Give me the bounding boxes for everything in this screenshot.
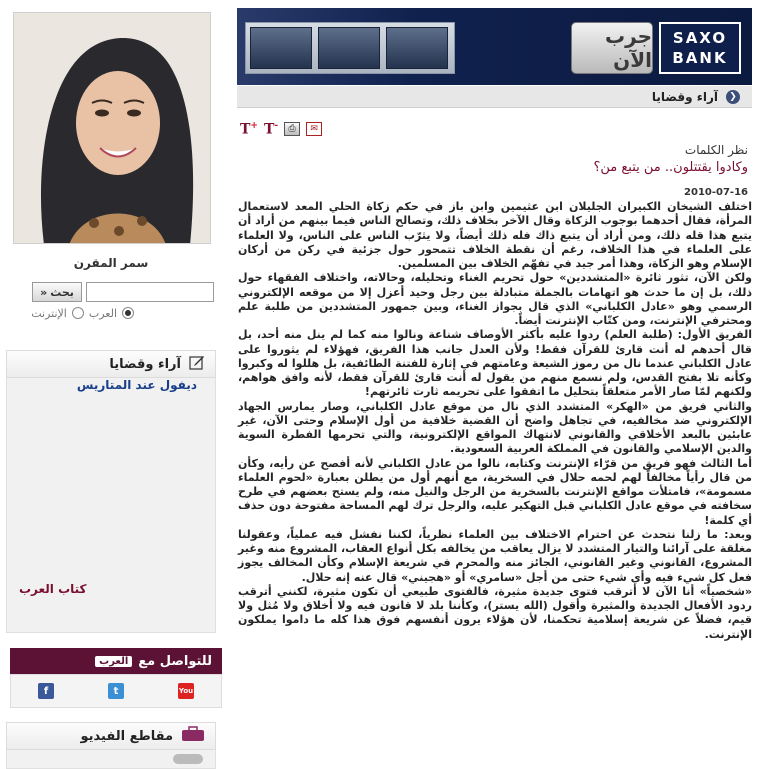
screen-1-image — [250, 27, 312, 69]
article-date: 2010-07-16 — [684, 187, 748, 198]
section-title[interactable]: آراء وقضايا — [651, 89, 718, 104]
search-bar — [6, 282, 214, 302]
font-increase-label: T — [240, 121, 251, 138]
print-icon[interactable]: ⎙ — [284, 122, 300, 136]
logo-line-2: BANK — [672, 49, 728, 67]
video-box-title: مقاطع الفيديو — [80, 728, 173, 744]
search-button[interactable] — [32, 282, 82, 302]
author-photo — [13, 12, 211, 244]
article-paragraph: «شخصياً» أنا الآن لا أترقب فتوى جديدة مثيرة، فالفتوى طبيعي أن تكون مثيرة، لكنني أترقب ردود الأفعال الجديدة والمثيرة وأقول (الله يستر)، وكأننا بلد لا قانون فيه ولا أخلاق ولا مُثل ولا قيم، فضلاً عن شريعة إسلامية تحكمنا، لأن هؤلاء يرون أنفسهم فوق هذا كله ما داموا يملكون الإنترنت. — [238, 584, 752, 641]
logo-line-1: SAXO — [672, 29, 728, 47]
article-paragraph: ولكن الآن، تثور ثائرة «المتشددين» حول تحريم الغناء وتحليله، وحالاته، واختلاف الفقهاء حول ذلك، بل إن ما حدث هو اتهامات بالجملة متبادلة بين رجل وحيد أعزل إلا من موقعه الإلكتروني الرسمي وهو «عادل الكلباني» الذي قال بجواز الغناء، وبين جمهور المتشددين من طلبة علم ومحترفي الإنترنت، ومن كتّاب الإنترنت أيضاً. — [238, 271, 752, 327]
brand-logo: العرب — [95, 656, 132, 667]
screen-2-image — [318, 27, 380, 69]
opinions-box-title: آراء وقضايا — [109, 356, 181, 372]
search-scope — [6, 305, 134, 321]
font-decrease-label: T — [263, 121, 275, 138]
font-decrease-button[interactable] — [264, 121, 278, 138]
facebook-icon[interactable]: f — [38, 683, 54, 699]
double-chevron-icon: « — [40, 285, 48, 299]
opinions-box-header — [6, 350, 216, 378]
minus-label: - — [274, 120, 279, 131]
plus-label: + — [250, 120, 258, 131]
article-paragraph: والثاني فريق من «الهكر» المتشدد الذي نال من موقع عادل الكلباني، وصار يمارس الجهاد الإلكتروني ضد مخالفيه، في تجاهل واضح أن القضية خلافية من أول الإسلام وحتى الآن، غير عابئين بالبعد الأخلاقي والقانوني لانتهاك المواقع الإلكترونية، والتي تحرمها الفطرة السوية والدين الإسلامي والقانون في المملكة العربية السعودية. — [238, 399, 752, 456]
video-thumb-icon[interactable] — [173, 754, 203, 764]
saxo-bank-logo — [659, 22, 741, 74]
radio-internet[interactable] — [72, 307, 84, 319]
banner-screens-image — [245, 22, 455, 74]
search-input[interactable] — [86, 282, 214, 302]
article-toolbar — [240, 120, 322, 138]
twitter-icon[interactable]: t — [108, 683, 124, 699]
video-box-body — [6, 750, 216, 769]
social-links — [10, 674, 222, 708]
connect-box-header — [10, 648, 222, 674]
email-icon[interactable]: ✉ — [306, 122, 322, 136]
banner-cta-button[interactable]: جرب الآن — [571, 22, 653, 74]
article-headline: وكادوا يقتتلون.. من يتبع من؟ — [593, 160, 748, 175]
font-increase-button[interactable] — [240, 121, 258, 138]
radio-arab-label: العرب — [88, 306, 117, 320]
author-name: سمر المقرن — [73, 256, 149, 270]
article-paragraph: وبعد: ما زلنا نتحدث عن احترام الاختلاف بين العلماء نظرياً، لكننا نفشل فيه عملياً، وعقولنا مغلقة على آرائنا والتيار المتشدد لا يزال يعاقب من يخالفه بكل أنواع العقاب، المشروع منه وغير المشروع، القانوني وغير القانوني، الجائز منه والمحرم في شريعة الإسلام وكأن المخالف يجوز فعل كل شيء فيه وأي شيء حتى من أجل «سامري» أو «هجيني» قال عنه إنه حلال. — [238, 527, 752, 584]
youtube-icon[interactable]: You — [178, 683, 194, 699]
article-paragraph: أما الثالث فهو فريق من قرّاء الإنترنت وكتابه، نالوا من عادل الكلباني لأنه أفصح عن رأيه، وكأن من قال رأياً مخالفاً لهم لحمه حلال في السخرية، مع أنهم أول من يطلن بعبارة «لحوم العلماء مسمومة»، فامتلأت مواقع الإنترنت بالسخرية من الرجل والنيل منه، ولم يستح بعضهم في طرح سخافته في موقع عادل الكلباني قبل التهكير عليه، والرجل ترك لهم المساحة مفتوحة دون حذف أي كلمة! — [238, 456, 752, 527]
ad-banner[interactable] — [237, 8, 752, 85]
arab-writers-link[interactable]: كتاب العرب — [19, 582, 87, 596]
screen-3-image — [386, 27, 448, 69]
opinions-box-body — [6, 378, 216, 633]
briefcase-icon — [181, 726, 205, 746]
article-body — [238, 200, 752, 642]
opinion-link[interactable]: ديفول عند المتاريس — [76, 378, 197, 392]
author-portrait-image — [14, 13, 211, 244]
sidebar — [0, 0, 222, 769]
pencil-icon — [189, 354, 205, 374]
article-paragraph: اختلف الشيخان الكبيران الجليلان ابن عثيمين وابن باز في حكم زكاة الحلي المعد لاستعمال المرأة، فقال أحدهما بوجوب الزكاة وقال الآخر بخلاف ذلك، وتصالح الناس فيما بينهم من أراد أن يتبع هذا قله ذلك، ومن أراد أن يتبع ذاك فله ذلك أيضاً، ولا يثرّب الناس على الناس، ولا العلماء على العلماء في هذا الخلاف، رغم أن نقطة الخلاف تتمحور حول جزئية في ركن من أركان الإسلام وهو الزكاة، وهذا أمر جيد في تفهّم الخلاف بين المسلمين. — [238, 200, 752, 270]
search-button-label: بحث — [50, 285, 74, 299]
article-paragraph: الفريق الأول: (طلبة العلم) ردوا عليه بأكثر الأوصاف شناعة ونالوا منه كما لم ينل منه أحد، بل قال أحدهم له أنت قارئ للقرآن فقط! ولأن العدل جانب هذا الفريق، فهؤلاء لم يثوروا على عادل الكلباني عندما نال من رموز الشيعة وعامتهم في إثارة للفتنة الطائفية، بل هللوا له وكبروا وكأنه تلا بفتح القدس، ولم نسمع منهم من يقول له أنت قارئ للقرآن فقط، لأنه وافق هواهم، ولكنهم لمّا صار الأمر متعلقاً بتحليل ما اتفقوا على تحريمه ثارت ثائرتهم! — [238, 328, 752, 399]
chevron-left-icon: ❮ — [726, 90, 740, 104]
article-kicker: نظر الكلمات — [684, 143, 748, 157]
radio-arab[interactable] — [122, 307, 134, 319]
radio-internet-label: الإنترنت — [31, 306, 67, 320]
connect-box-title: للتواصل مع — [138, 653, 212, 669]
video-box-header — [6, 722, 216, 750]
section-breadcrumb — [237, 86, 752, 108]
